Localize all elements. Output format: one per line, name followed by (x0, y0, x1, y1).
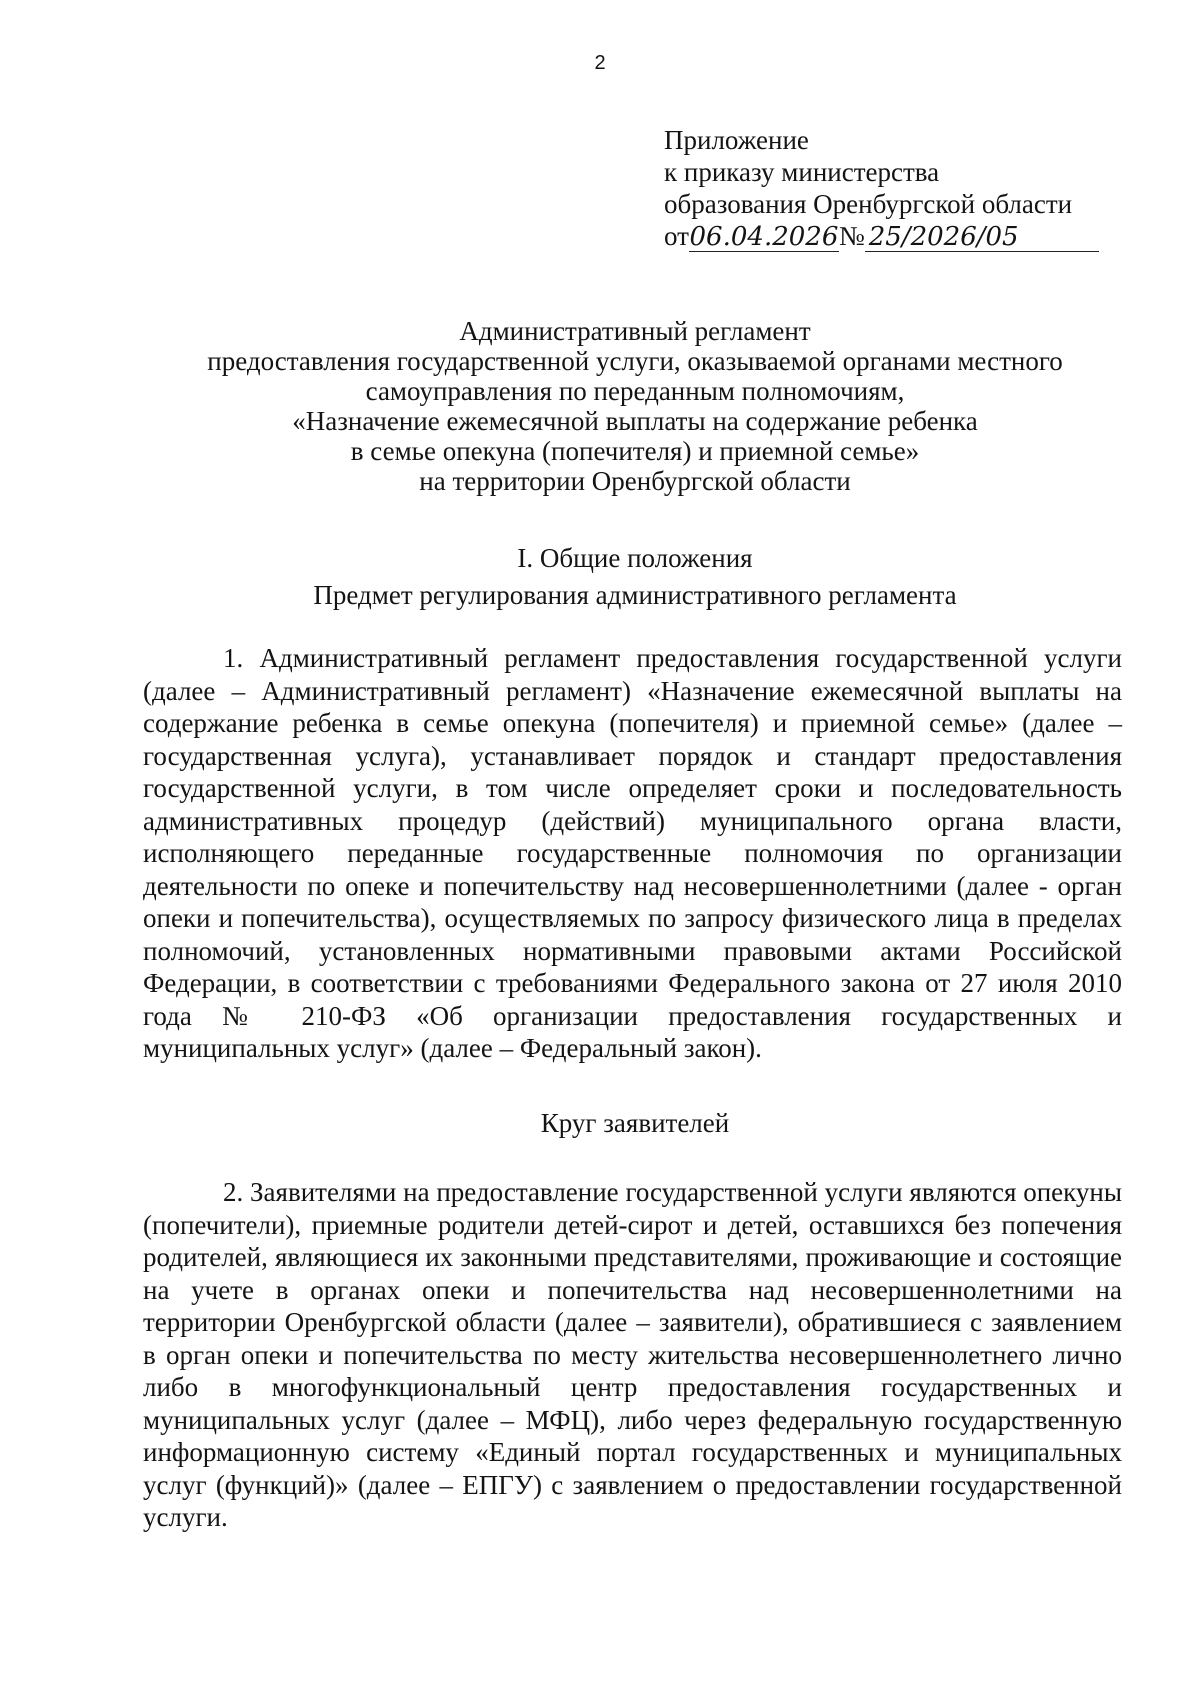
paragraph-1: 1. Административный регламент предоставления государственной услуги (далее – Административный регламент) «Назначение ежемесячной выплаты на содержание ребенка в семье опекуна (попечителя) и приемной семье» (далее – государственная услуга), устанавливает порядок и стандарт предоставления государственной услуги, в том числе определяет сроки и последовательность административных процедур (действий) муниципального органа власти, исполняющего переданные государственные полномочия по организации деятельности по опеке и попечительству над несовершеннолетними (далее - орган опеки и попечительства), осуществляемых по запросу физического лица в пределах полномочий, установленных нормативными правовыми актами Российской Федерации, в соответствии с требованиями Федерального закона от 27 июля 2010 года № 210-ФЗ «Об организации предоставления государственных и муниципальных услуг» (далее – Федеральный закон). (143, 643, 1122, 1063)
appendix-line-3: образования Оренбургской области (664, 189, 1073, 219)
appendix-line-1: Приложение (664, 125, 809, 155)
title-line-1: Административный регламент (459, 316, 811, 346)
title-line-5: в семье опекуна (попечителя) и приемной семье» (350, 436, 920, 466)
appendix-date-line (664, 220, 1099, 252)
appendix-line-2: к приказу министерства (664, 157, 940, 187)
title-line-6: на территории Оренбургской области (419, 466, 851, 496)
title-line-2: предоставления государственной услуги, оказываемой органами местного (207, 346, 1063, 376)
number-prefix: № (838, 221, 865, 251)
date-prefix: от (664, 221, 689, 251)
section-heading-applicants: Круг заявителей (540, 1108, 730, 1138)
title-line-3: самоуправления по переданным полномочиям, (365, 376, 905, 406)
document-title (100, 316, 1170, 496)
handwritten-number: 25/2026/05 (865, 223, 1099, 252)
appendix-block (664, 124, 1099, 252)
section-heading-general: I. Общие положения (517, 543, 753, 573)
section-subheading-subject: Предмет регулирования административного регламента (313, 580, 957, 610)
title-line-4: «Назначение ежемесячной выплаты на содержание ребенка (292, 406, 978, 436)
paragraph-2: 2. Заявителями на предоставление государственной услуги являются опекуны (попечители), приемные родители детей-сирот и детей, оставшихся без попечения родителей, являющиеся их законными представителями, проживающие и состоящие на учете в органах опеки и попечительства над несовершеннолетними на территории Оренбургской области (далее – заявители), обратившиеся с заявлением в орган опеки и попечительства по месту жительства несовершеннолетнего лично либо в многофункциональный центр предоставления государственных и муниципальных услуг (далее – МФЦ), либо через федеральную государственную информационную систему «Единый портал государственных и муниципальных услуг (функций)» (далее – ЕПГУ) с заявлением о предоставлении государственной услуги. (143, 1177, 1122, 1532)
handwritten-date: 06.04.2026 (689, 222, 839, 252)
page-number: 2 (594, 52, 606, 74)
